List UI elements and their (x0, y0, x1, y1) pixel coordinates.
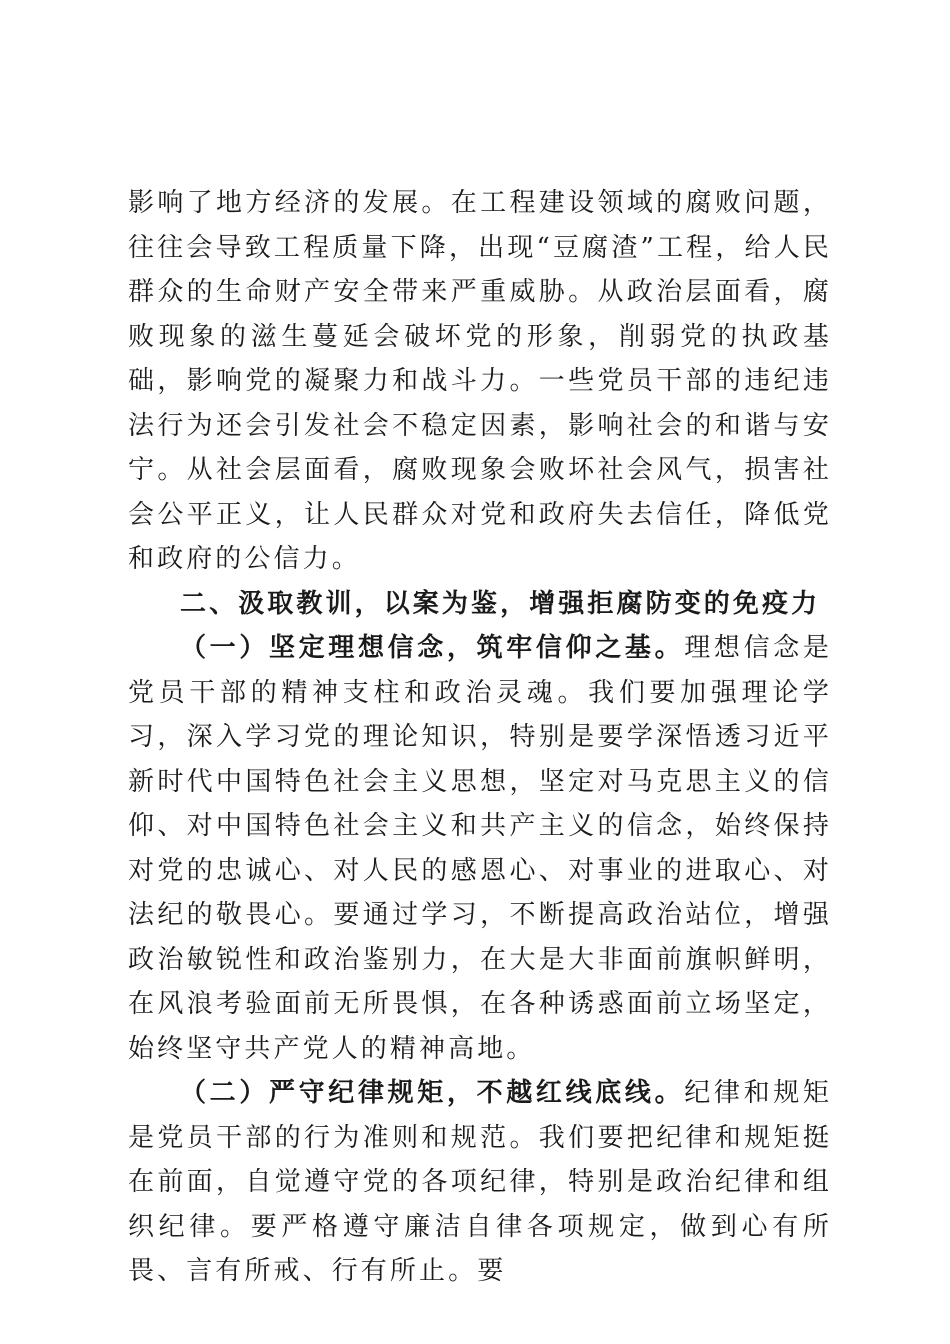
paragraph-impact: 影响了地方经济的发展。在工程建设领域的腐败问题，往往会导致工程质量下降，出现“豆腐渣”工程，给人民群众的生命财产安全带来严重威胁。从政治层面看，腐败现象的滋生蔓延会破坏党的形象，削弱党的执政基础，影响党的凝聚力和战斗力。一些党员干部的违纪违法行为还会引发社会不稳定因素，影响社会的和谐与安宁。从社会层面看，腐败现象会败坏社会风气，损害社会公平正义，让人民群众对党和政府失去信任，降低党和政府的公信力。 (128, 188, 832, 574)
paragraph-discipline-text: 纪律和规矩是党员干部的行为准则和规范。我们要把纪律和规矩挺在前面，自觉遵守党的各项纪律，特别是政治纪律和组织纪律。要严格遵守廉洁自律各项规定，做到心有所畏、言有所戒、行有所止。要 (128, 1078, 832, 1286)
section-heading-lessons: 二、汲取教训，以案为鉴，增强拒腐防变的免疫力 (180, 588, 821, 619)
document-body (128, 181, 832, 1294)
subheading-ideals: （一）坚定理想信念，筑牢信仰之基。 (180, 633, 685, 663)
subheading-discipline: （二）严守纪律规矩，不越红线底线。 (180, 1078, 685, 1108)
paragraph-ideals (128, 626, 832, 1071)
paragraph-discipline (128, 1071, 832, 1294)
paragraph-ideals-text: 理想信念是党员干部的精神支柱和政治灵魂。我们要加强理论学习，深入学习党的理论知识，特别是要学深悟透习近平新时代中国特色社会主义思想，坚定对马克思主义的信仰、对中国特色社会主义和共产主义的信念，始终保持对党的忠诚心、对人民的感恩心、对事业的进取心、对法纪的敬畏心。要通过学习，不断提高政治站位，增强政治敏锐性和政治鉴别力，在大是大非面前旗帜鲜明，在风浪考验面前无所畏惧，在各种诱惑面前立场坚定，始终坚守共产党人的精神高地。 (128, 633, 832, 1064)
